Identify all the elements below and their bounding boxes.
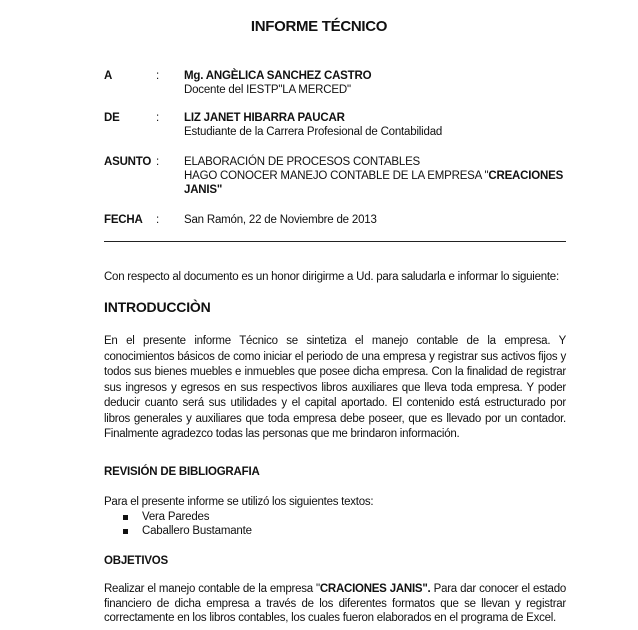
bibliography-item-text: Vera Paredes (142, 511, 210, 523)
subject-company-name: CREACIONES (488, 170, 564, 182)
document-title: INFORME TÉCNICO (250, 18, 388, 35)
subject-line-2 (184, 169, 574, 183)
objectives-heading: OBJETIVOS (104, 555, 169, 567)
bullet-square-icon (123, 529, 128, 534)
header-date-value: San Ramón, 22 de Noviembre de 2013 (184, 214, 377, 226)
objectives-paragraph (104, 582, 566, 626)
opening-paragraph: Con respecto al documento es un honor dirigirme a Ud. para saludarla e informar lo siguiente: (104, 271, 559, 283)
header-from-label: DE (104, 112, 120, 124)
objectives-text-start: Realizar el manejo contable de la empresa " (104, 583, 320, 595)
header-subject-value (184, 155, 574, 197)
header-from-colon: : (156, 112, 159, 124)
header-subject-label: ASUNTO (104, 156, 152, 168)
bibliography-heading: REVISIÓN DE BIBLIOGRAFIA (104, 466, 260, 478)
bibliography-intro: Para el presente informe se utilizó los siguientes textos: (104, 496, 374, 508)
introduction-paragraph: En el presente informe Técnico se sintetiza el manejo contable de la empresa. Y conocimientos básicos de como iniciar el periodo de una empresa y registrar sus activos fijos y todos sus bienes muebles e inmuebles que posee dicha empresa. Con la finalidad de registrar sus ingresos y egresos en sus respectivos libros auxiliares que lleva toda empresa. Y poder deducir cuanto será sus utilidades y el capital aportado. El contenido está estructurado por libros generales y auxiliares que toda empresa debe poseer, que es llevado por un contador. Finalmente agradezco todas las personas que me brindaron información. (104, 335, 566, 440)
subject-line-1: ELABORACIÓN DE PROCESOS CONTABLES (184, 156, 421, 168)
bullet-square-icon (123, 515, 128, 520)
sender-role: Estudiante de la Carrera Profesional de Contabilidad (184, 126, 443, 138)
bibliography-item-text: Caballero Bustamante (142, 524, 252, 537)
recipient-role: Docente del IESTP"LA MERCED" (184, 84, 351, 96)
list-item (123, 511, 252, 525)
subject-line-3: JANIS" (184, 184, 223, 196)
header-to-colon: : (156, 70, 159, 82)
header-from-value (184, 111, 574, 139)
list-item (123, 525, 252, 539)
objectives-company-name: CRACIONES JANIS". (319, 583, 431, 595)
recipient-name: Mg. ANGÈLICA SANCHEZ CASTRO (184, 70, 372, 82)
sender-name: LIZ JANET HIBARRA PAUCAR (184, 112, 345, 124)
header-date-colon: : (156, 214, 159, 226)
subject-line-2-text: HAGO CONOCER MANEJO CONTABLE DE LA EMPRESA " (184, 170, 489, 182)
introduction-heading: INTRODUCCIÒN (104, 299, 211, 315)
header-to-label: A (104, 70, 113, 82)
bibliography-list (123, 511, 252, 538)
objectives-text-rest: Para dar conocer el estado financiero de dicha empresa a través de los diferentes formatos que se llevan y registrar correctamente en los libros contables, los cuales fueron elaborados en el programa de Excel. (104, 583, 566, 624)
header-date-label: FECHA (104, 214, 143, 226)
header-divider (104, 241, 566, 242)
header-to-value (184, 69, 574, 97)
header-subject-colon: : (156, 156, 159, 168)
